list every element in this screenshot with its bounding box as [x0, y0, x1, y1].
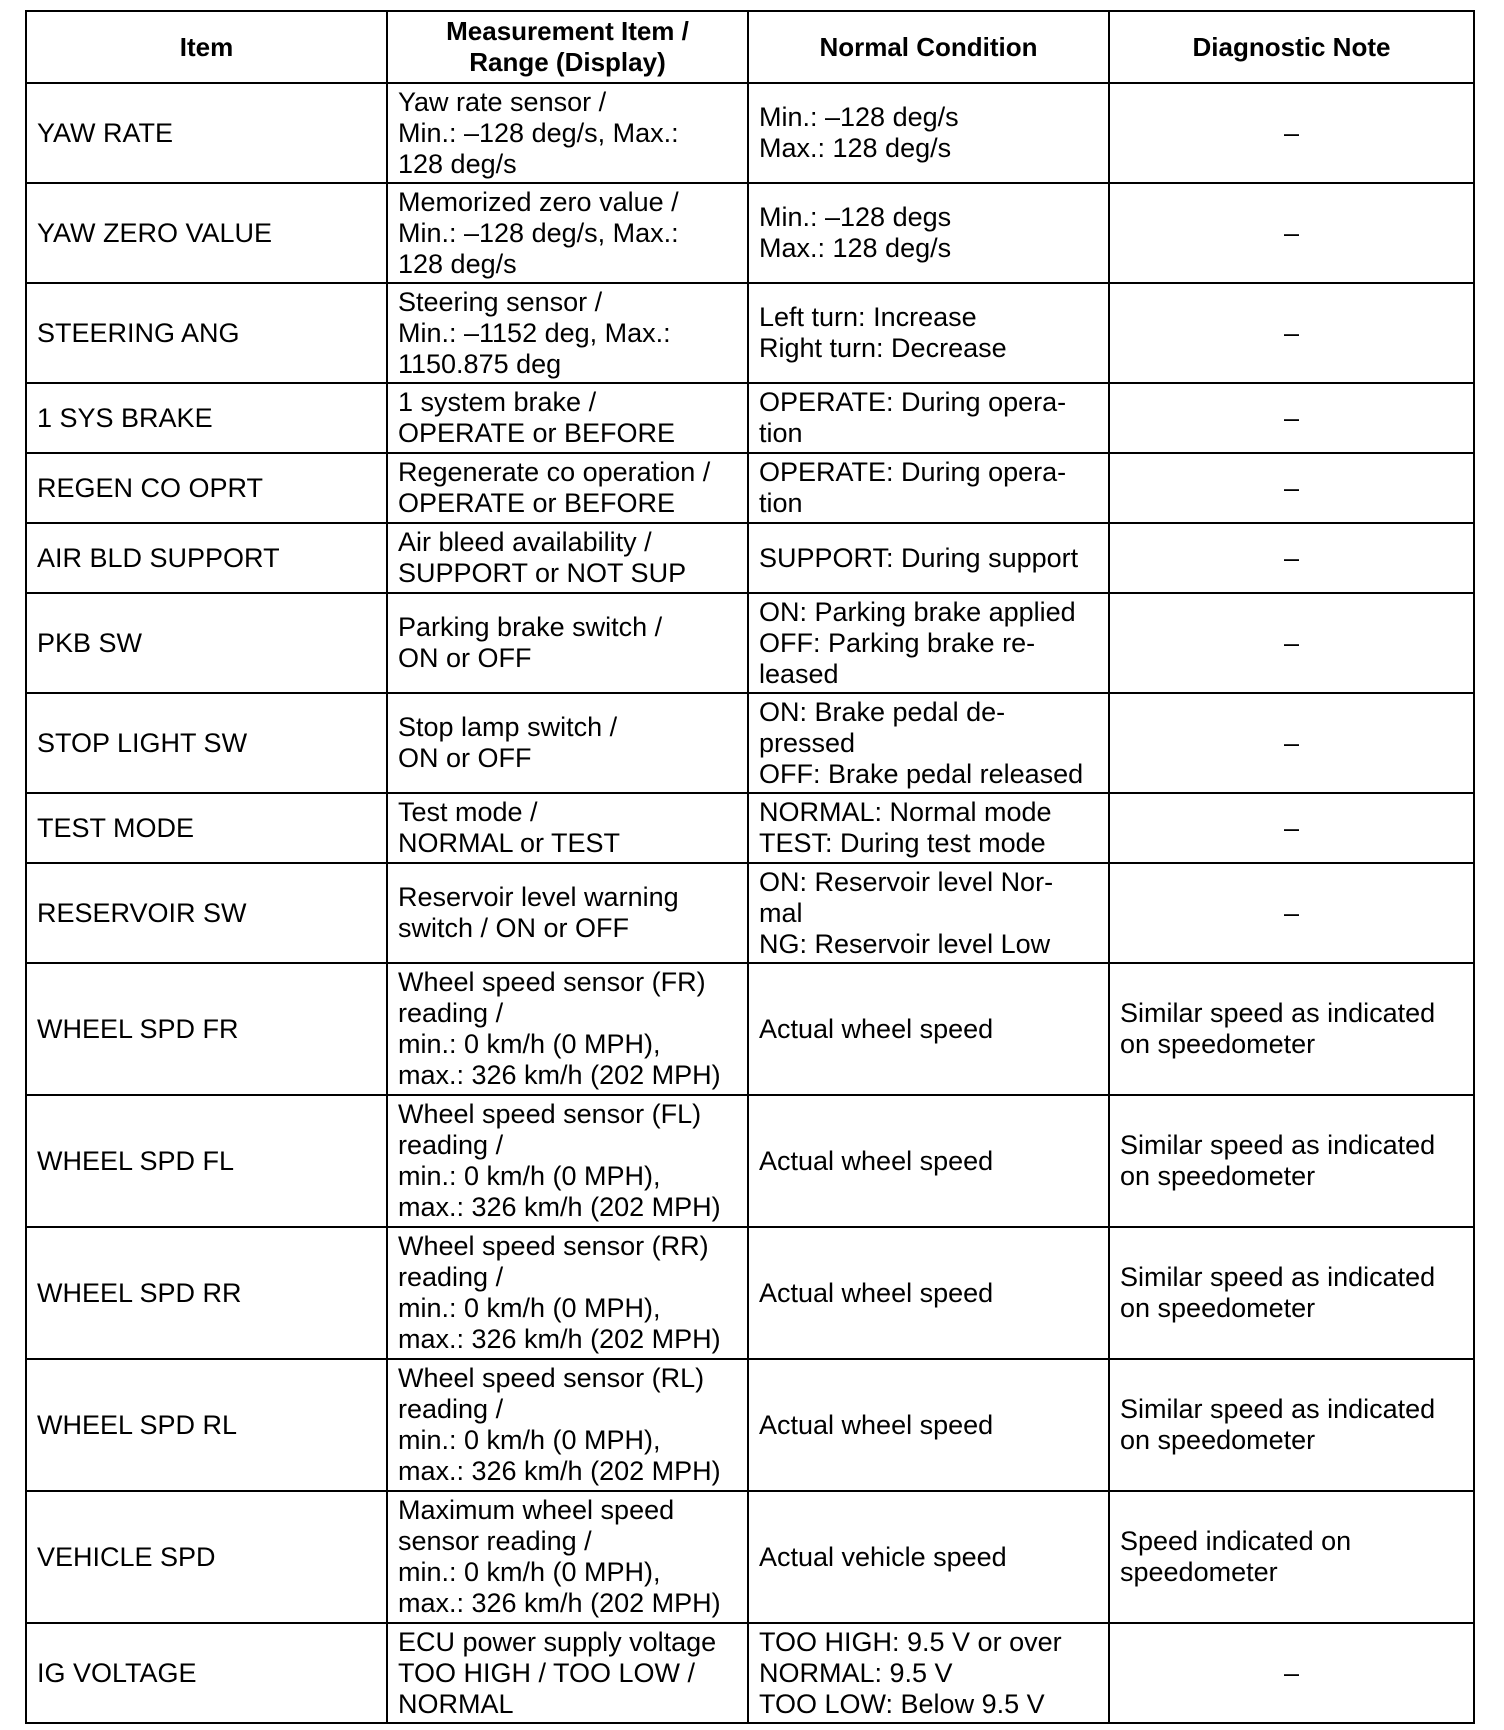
cell-normal-condition: Min.: –128 deg/s Max.: 128 deg/s: [748, 83, 1109, 183]
header-row: [26, 11, 1474, 83]
header-diagnostic-note: Diagnostic Note: [1109, 11, 1474, 83]
cell-measurement: 1 system brake / OPERATE or BEFORE: [387, 383, 748, 453]
table-row: [26, 523, 1474, 593]
cell-normal-condition: Left turn: Increase Right turn: Decrease: [748, 283, 1109, 383]
cell-diagnostic-note: Similar speed as indicated on speedometer: [1109, 1359, 1474, 1491]
cell-measurement: Stop lamp switch / ON or OFF: [387, 693, 748, 793]
table-row: [26, 963, 1474, 1095]
header-measurement: Measurement Item / Range (Display): [387, 11, 748, 83]
cell-diagnostic-note: Similar speed as indicated on speedometer: [1109, 1227, 1474, 1359]
table-row: [26, 693, 1474, 793]
cell-measurement: Steering sensor / Min.: –1152 deg, Max.: 1150.875 deg: [387, 283, 748, 383]
header-item: Item: [26, 11, 387, 83]
cell-item: AIR BLD SUPPORT: [26, 523, 387, 593]
cell-normal-condition: Actual vehicle speed: [748, 1491, 1109, 1623]
table-row: [26, 283, 1474, 383]
table-row: [26, 1491, 1474, 1623]
cell-measurement: Regenerate co operation / OPERATE or BEFORE: [387, 453, 748, 523]
cell-normal-condition: ON: Brake pedal de- pressed OFF: Brake pedal released: [748, 693, 1109, 793]
table-row: [26, 1359, 1474, 1491]
cell-item: VEHICLE SPD: [26, 1491, 387, 1623]
table-row: [26, 593, 1474, 693]
cell-measurement: Memorized zero value / Min.: –128 deg/s, Max.: 128 deg/s: [387, 183, 748, 283]
cell-normal-condition: NORMAL: Normal mode TEST: During test mode: [748, 793, 1109, 863]
cell-item: RESERVOIR SW: [26, 863, 387, 963]
cell-diagnostic-note: –: [1109, 863, 1474, 963]
cell-item: PKB SW: [26, 593, 387, 693]
cell-item: STOP LIGHT SW: [26, 693, 387, 793]
table-row: [26, 383, 1474, 453]
cell-diagnostic-note: Similar speed as indicated on speedometer: [1109, 963, 1474, 1095]
table-row: [26, 793, 1474, 863]
cell-item: STEERING ANG: [26, 283, 387, 383]
cell-item: 1 SYS BRAKE: [26, 383, 387, 453]
table-row: [26, 1095, 1474, 1227]
cell-diagnostic-note: –: [1109, 383, 1474, 453]
cell-normal-condition: OPERATE: During opera- tion: [748, 453, 1109, 523]
cell-diagnostic-note: –: [1109, 793, 1474, 863]
table-row: [26, 1227, 1474, 1359]
cell-diagnostic-note: –: [1109, 453, 1474, 523]
cell-measurement: Yaw rate sensor / Min.: –128 deg/s, Max.: 128 deg/s: [387, 83, 748, 183]
cell-measurement: ECU power supply voltage TOO HIGH / TOO LOW / NORMAL: [387, 1623, 748, 1723]
cell-measurement: Maximum wheel speed sensor reading / min.: 0 km/h (0 MPH), max.: 326 km/h (202 MPH): [387, 1491, 748, 1623]
cell-measurement: Air bleed availability / SUPPORT or NOT SUP: [387, 523, 748, 593]
cell-normal-condition: ON: Reservoir level Nor- mal NG: Reservoir level Low: [748, 863, 1109, 963]
table-row: [26, 83, 1474, 183]
cell-item: YAW RATE: [26, 83, 387, 183]
header-normal-condition: Normal Condition: [748, 11, 1109, 83]
cell-normal-condition: Actual wheel speed: [748, 963, 1109, 1095]
cell-item: WHEEL SPD FR: [26, 963, 387, 1095]
cell-item: IG VOLTAGE: [26, 1623, 387, 1723]
cell-diagnostic-note: –: [1109, 283, 1474, 383]
cell-item: TEST MODE: [26, 793, 387, 863]
cell-normal-condition: SUPPORT: During support: [748, 523, 1109, 593]
cell-measurement: Wheel speed sensor (FR) reading / min.: 0 km/h (0 MPH), max.: 326 km/h (202 MPH): [387, 963, 748, 1095]
table-row: [26, 1623, 1474, 1723]
cell-normal-condition: OPERATE: During opera- tion: [748, 383, 1109, 453]
cell-diagnostic-note: –: [1109, 523, 1474, 593]
cell-measurement: Wheel speed sensor (RR) reading / min.: 0 km/h (0 MPH), max.: 326 km/h (202 MPH): [387, 1227, 748, 1359]
cell-diagnostic-note: Similar speed as indicated on speedometer: [1109, 1095, 1474, 1227]
table-row: [26, 453, 1474, 523]
cell-diagnostic-note: Speed indicated on speedometer: [1109, 1491, 1474, 1623]
cell-measurement: Reservoir level warning switch / ON or OFF: [387, 863, 748, 963]
table-row: [26, 183, 1474, 283]
cell-normal-condition: TOO HIGH: 9.5 V or over NORMAL: 9.5 V TOO LOW: Below 9.5 V: [748, 1623, 1109, 1723]
cell-measurement: Parking brake switch / ON or OFF: [387, 593, 748, 693]
cell-measurement: Test mode / NORMAL or TEST: [387, 793, 748, 863]
cell-normal-condition: Actual wheel speed: [748, 1359, 1109, 1491]
cell-normal-condition: Min.: –128 degs Max.: 128 deg/s: [748, 183, 1109, 283]
cell-normal-condition: Actual wheel speed: [748, 1095, 1109, 1227]
cell-diagnostic-note: –: [1109, 693, 1474, 793]
cell-diagnostic-note: –: [1109, 1623, 1474, 1723]
cell-item: REGEN CO OPRT: [26, 453, 387, 523]
cell-measurement: Wheel speed sensor (FL) reading / min.: 0 km/h (0 MPH), max.: 326 km/h (202 MPH): [387, 1095, 748, 1227]
cell-normal-condition: Actual wheel speed: [748, 1227, 1109, 1359]
cell-measurement: Wheel speed sensor (RL) reading / min.: 0 km/h (0 MPH), max.: 326 km/h (202 MPH): [387, 1359, 748, 1491]
table-row: [26, 863, 1474, 963]
cell-diagnostic-note: –: [1109, 83, 1474, 183]
cell-item: YAW ZERO VALUE: [26, 183, 387, 283]
cell-item: WHEEL SPD RR: [26, 1227, 387, 1359]
cell-diagnostic-note: –: [1109, 183, 1474, 283]
data-list-table: [25, 10, 1475, 1724]
cell-diagnostic-note: –: [1109, 593, 1474, 693]
cell-item: WHEEL SPD RL: [26, 1359, 387, 1491]
cell-normal-condition: ON: Parking brake applied OFF: Parking brake re- leased: [748, 593, 1109, 693]
cell-item: WHEEL SPD FL: [26, 1095, 387, 1227]
